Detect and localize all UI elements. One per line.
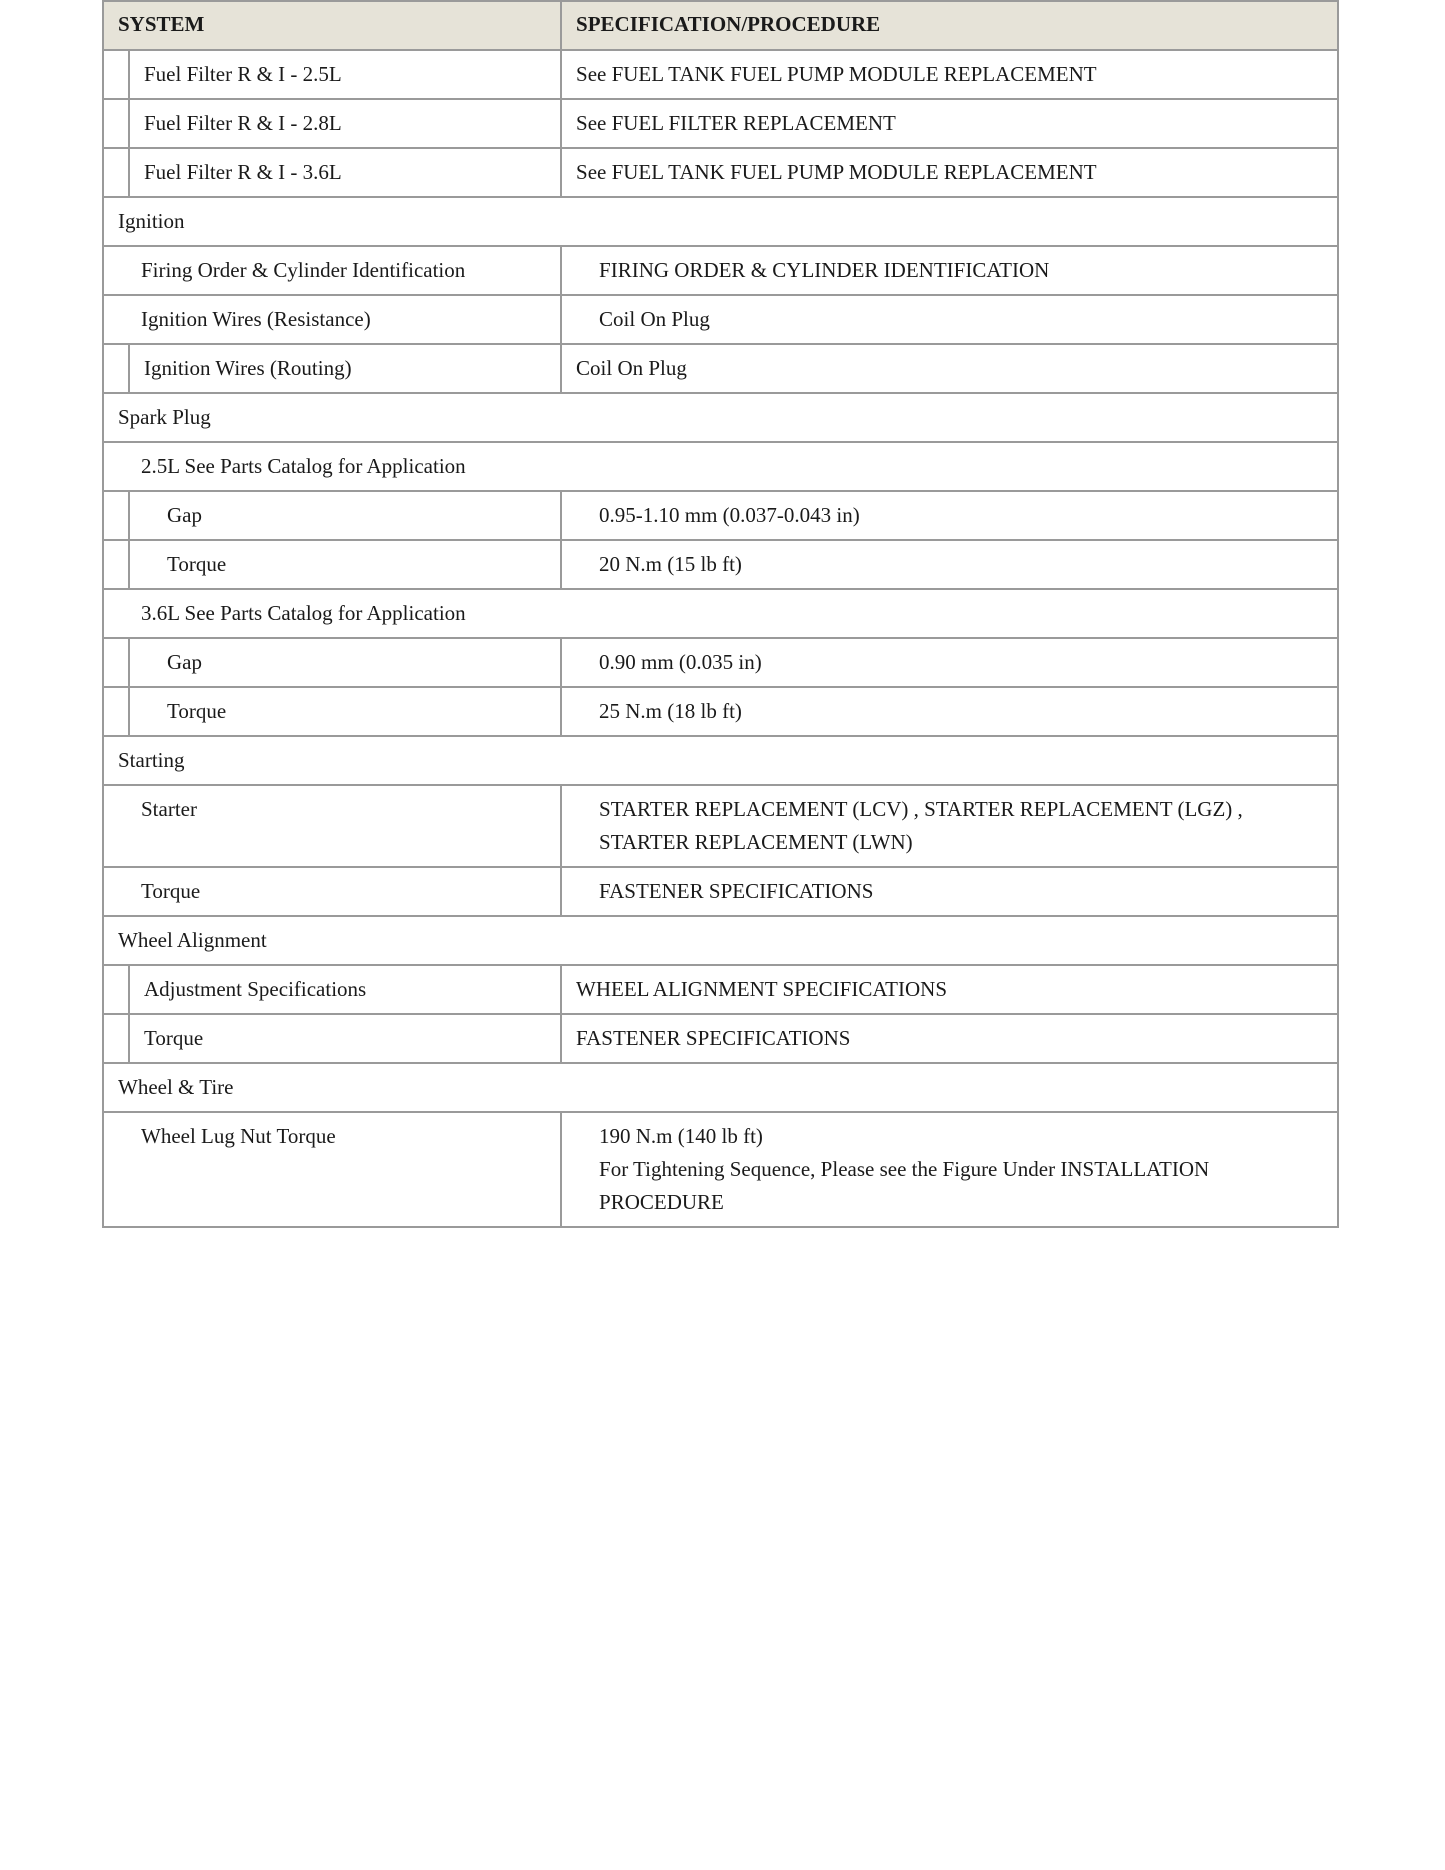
indent-cell bbox=[103, 965, 129, 1014]
indent-cell bbox=[103, 491, 129, 540]
spec-cell: 25 N.m (18 lb ft) bbox=[561, 687, 1338, 736]
table-row bbox=[103, 867, 1338, 916]
tightening-sequence-note: For Tightening Sequence, Please see the Figure Under INSTALLATION PROCEDURE bbox=[599, 1157, 1210, 1214]
section-heading-starting: Starting bbox=[103, 736, 1338, 785]
table-row bbox=[103, 295, 1338, 344]
system-cell: Ignition Wires (Resistance) bbox=[103, 295, 561, 344]
table-row bbox=[103, 148, 1338, 197]
table-row bbox=[103, 1112, 1338, 1227]
spec-cell: See FUEL TANK FUEL PUMP MODULE REPLACEMENT bbox=[561, 50, 1338, 99]
table-row bbox=[103, 344, 1338, 393]
table-row bbox=[103, 965, 1338, 1014]
system-cell: Starter bbox=[103, 785, 561, 867]
subsection-row bbox=[103, 442, 1338, 491]
section-row bbox=[103, 393, 1338, 442]
spec-cell: STARTER REPLACEMENT (LCV) , STARTER REPLACEMENT (LGZ) , STARTER REPLACEMENT (LWN) bbox=[561, 785, 1338, 867]
system-cell: Torque bbox=[129, 540, 561, 589]
header-specification: SPECIFICATION/PROCEDURE bbox=[561, 1, 1338, 50]
table-row bbox=[103, 687, 1338, 736]
system-cell: Torque bbox=[129, 1014, 561, 1063]
indent-cell bbox=[103, 99, 129, 148]
spec-cell bbox=[561, 1112, 1338, 1227]
indent-cell bbox=[103, 1014, 129, 1063]
table-row bbox=[103, 1014, 1338, 1063]
system-cell: Fuel Filter R & I - 3.6L bbox=[129, 148, 561, 197]
subsection-heading-3-6l: 3.6L See Parts Catalog for Application bbox=[103, 589, 1338, 638]
system-cell: Fuel Filter R & I - 2.8L bbox=[129, 99, 561, 148]
spec-cell: FASTENER SPECIFICATIONS bbox=[561, 1014, 1338, 1063]
spec-cell: 20 N.m (15 lb ft) bbox=[561, 540, 1338, 589]
section-row bbox=[103, 197, 1338, 246]
indent-cell bbox=[103, 540, 129, 589]
section-row bbox=[103, 1063, 1338, 1112]
subsection-heading-2-5l: 2.5L See Parts Catalog for Application bbox=[103, 442, 1338, 491]
system-cell: Gap bbox=[129, 491, 561, 540]
section-row bbox=[103, 916, 1338, 965]
section-row bbox=[103, 736, 1338, 785]
system-cell: Adjustment Specifications bbox=[129, 965, 561, 1014]
system-cell: Ignition Wires (Routing) bbox=[129, 344, 561, 393]
table-row bbox=[103, 50, 1338, 99]
header-system: SYSTEM bbox=[103, 1, 561, 50]
table-header-row bbox=[103, 1, 1338, 50]
indent-cell bbox=[103, 638, 129, 687]
table-row bbox=[103, 99, 1338, 148]
spec-cell: FASTENER SPECIFICATIONS bbox=[561, 867, 1338, 916]
system-cell: Wheel Lug Nut Torque bbox=[103, 1112, 561, 1227]
section-heading-ignition: Ignition bbox=[103, 197, 1338, 246]
indent-cell bbox=[103, 687, 129, 736]
section-heading-wheel-tire: Wheel & Tire bbox=[103, 1063, 1338, 1112]
indent-cell bbox=[103, 148, 129, 197]
spec-cell: Coil On Plug bbox=[561, 295, 1338, 344]
spec-cell: Coil On Plug bbox=[561, 344, 1338, 393]
system-cell: Torque bbox=[103, 867, 561, 916]
specifications-table bbox=[102, 0, 1339, 1228]
system-cell: Firing Order & Cylinder Identification bbox=[103, 246, 561, 295]
subsection-row bbox=[103, 589, 1338, 638]
indent-cell bbox=[103, 344, 129, 393]
section-heading-wheel-alignment: Wheel Alignment bbox=[103, 916, 1338, 965]
table-row bbox=[103, 638, 1338, 687]
lug-torque-value: 190 N.m (140 lb ft) bbox=[599, 1124, 763, 1148]
indent-cell bbox=[103, 50, 129, 99]
table-row bbox=[103, 540, 1338, 589]
system-cell: Fuel Filter R & I - 2.5L bbox=[129, 50, 561, 99]
table-row bbox=[103, 785, 1338, 867]
system-cell: Torque bbox=[129, 687, 561, 736]
spec-cell: 0.90 mm (0.035 in) bbox=[561, 638, 1338, 687]
spec-cell: WHEEL ALIGNMENT SPECIFICATIONS bbox=[561, 965, 1338, 1014]
section-heading-spark-plug: Spark Plug bbox=[103, 393, 1338, 442]
spec-cell: 0.95-1.10 mm (0.037-0.043 in) bbox=[561, 491, 1338, 540]
spec-cell: FIRING ORDER & CYLINDER IDENTIFICATION bbox=[561, 246, 1338, 295]
spec-cell: See FUEL FILTER REPLACEMENT bbox=[561, 99, 1338, 148]
table-row bbox=[103, 491, 1338, 540]
spec-cell: See FUEL TANK FUEL PUMP MODULE REPLACEMENT bbox=[561, 148, 1338, 197]
system-cell: Gap bbox=[129, 638, 561, 687]
table-row bbox=[103, 246, 1338, 295]
